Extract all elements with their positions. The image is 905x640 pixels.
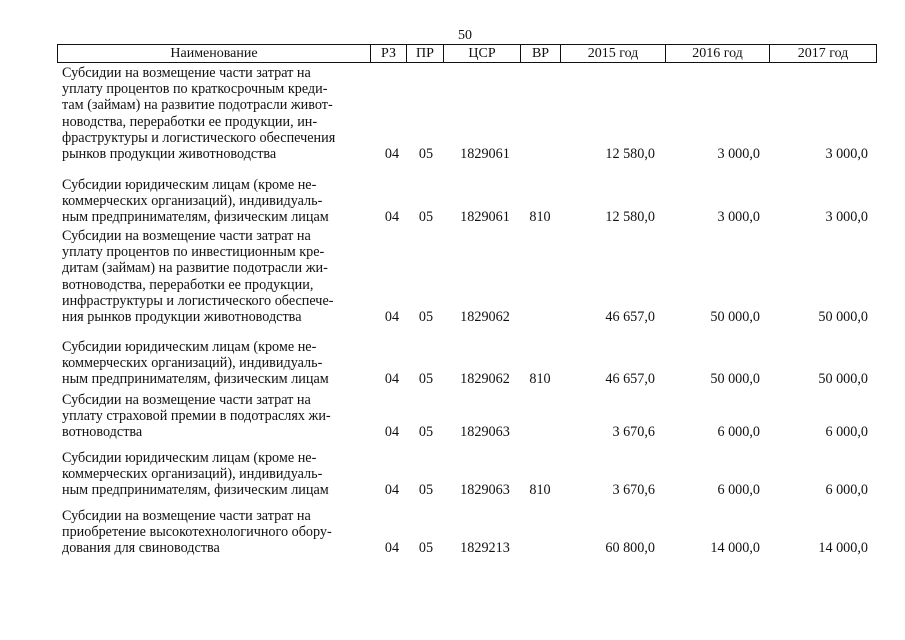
row-name-line: дитам (займам) на развитие подотрасли жи- <box>62 260 328 277</box>
cell-2017: 3 000,0 <box>825 146 868 162</box>
header-rz: РЗ <box>371 45 407 62</box>
cell-rz: 04 <box>384 309 400 325</box>
cell-vr: 810 <box>529 209 551 226</box>
row-name-line: новодства, переработки ее продукции, ин- <box>62 113 318 130</box>
cell-rz: 04 <box>384 371 400 388</box>
cell-2017: 14 000,0 <box>818 540 868 557</box>
cell-2017: 50 000,0 <box>818 371 868 388</box>
cell-pr: 05 <box>418 482 434 499</box>
row-name-line: там (займам) на развитие подотрасли живот- <box>62 97 333 114</box>
cell-2015: 3 670,6 <box>612 482 655 499</box>
cell-2016: 50 000,0 <box>710 309 760 325</box>
cell-rz: 04 <box>384 482 400 499</box>
row-name-line: инфраструктуры и логистического обеспече- <box>62 292 334 309</box>
row-name-line: уплату страховой премии в подотраслях жи- <box>62 408 331 425</box>
cell-2015: 12 580,0 <box>605 146 655 162</box>
row-name-line: Субсидии на возмещение части затрат на <box>62 392 311 408</box>
row-name <box>62 450 372 499</box>
row-name-line: фраструктуры и логистического обеспечения <box>62 129 336 146</box>
row-name <box>62 392 372 441</box>
cell-pr: 05 <box>418 371 434 388</box>
cell-pr: 05 <box>418 209 434 226</box>
header-2017: 2017 год <box>797 46 849 61</box>
header-name: Наименование <box>58 45 371 62</box>
page-number: 50 <box>458 28 472 43</box>
row-name-line: уплату процентов по краткосрочным креди- <box>62 81 328 98</box>
row-name-line: ным предпринимателям, физическим лицам <box>62 209 329 226</box>
cell-2015: 3 670,6 <box>612 424 655 441</box>
row-name <box>62 228 372 325</box>
cell-2017: 6 000,0 <box>825 424 868 441</box>
row-name-line: рынков продукции животноводства <box>62 146 277 163</box>
row-name-line: приобретение высокотехнологичного обору- <box>62 524 332 541</box>
cell-pr: 05 <box>418 540 434 557</box>
row-name-line: коммерческих организаций), индивидуаль- <box>62 193 323 210</box>
cell-2016: 3 000,0 <box>717 209 760 226</box>
cell-pr: 05 <box>418 309 434 325</box>
cell-csr: 1829062 <box>460 309 510 325</box>
cell-csr: 1829063 <box>460 482 510 499</box>
cell-pr: 05 <box>418 146 434 162</box>
row-name <box>62 177 372 226</box>
row-name-line: ным предпринимателям, физическим лицам <box>62 371 329 388</box>
row-name-line: ным предпринимателям, физическим лицам <box>62 482 329 499</box>
row-name-line: Субсидии юридическим лицам (кроме не- <box>62 177 317 193</box>
cell-csr: 1829213 <box>460 540 510 557</box>
cell-2016: 50 000,0 <box>710 371 760 388</box>
header-vr: ВР <box>521 45 561 62</box>
cell-2017: 50 000,0 <box>818 309 868 325</box>
row-name-line: Субсидии юридическим лицам (кроме не- <box>62 450 317 466</box>
cell-2015: 46 657,0 <box>605 309 655 325</box>
cell-2015: 46 657,0 <box>605 371 655 388</box>
cell-csr: 1829061 <box>460 209 510 226</box>
cell-csr: 1829061 <box>460 146 510 162</box>
row-name <box>62 65 372 162</box>
cell-2016: 6 000,0 <box>717 482 760 499</box>
table-header <box>57 44 877 63</box>
header-2016: 2016 год <box>666 45 770 62</box>
cell-rz: 04 <box>384 424 400 441</box>
row-name-line: уплату процентов по инвестиционным кре- <box>62 244 325 261</box>
row-name-line: Субсидии юридическим лицам (кроме не- <box>62 339 317 355</box>
row-name-line: вотноводства, переработки ее продукции, <box>62 276 314 293</box>
cell-rz: 04 <box>384 209 400 226</box>
row-name-line: Субсидии на возмещение части затрат на <box>62 508 311 524</box>
cell-2015: 60 800,0 <box>605 540 655 557</box>
row-name-line: ния рынков продукции животноводства <box>62 309 302 326</box>
cell-2016: 6 000,0 <box>717 424 760 441</box>
row-name-line: Субсидии на возмещение части затрат на <box>62 228 311 244</box>
cell-vr: 810 <box>529 371 551 388</box>
cell-pr: 05 <box>418 424 434 441</box>
row-name-line: дования для свиноводства <box>62 540 220 557</box>
row-name-line: вотноводства <box>62 424 143 441</box>
row-name-line: коммерческих организаций), индивидуаль- <box>62 466 323 483</box>
cell-2016: 3 000,0 <box>717 146 760 162</box>
row-name-line: Субсидии на возмещение части затрат на <box>62 65 311 81</box>
row-name <box>62 508 372 557</box>
cell-csr: 1829063 <box>460 424 510 441</box>
cell-rz: 04 <box>384 146 400 162</box>
row-name-line: коммерческих организаций), индивидуаль- <box>62 355 323 372</box>
cell-2016: 14 000,0 <box>710 540 760 557</box>
cell-2017: 6 000,0 <box>825 482 868 499</box>
header-pr: ПР <box>407 45 444 62</box>
cell-2017: 3 000,0 <box>825 209 868 226</box>
cell-rz: 04 <box>384 540 400 557</box>
header-2015: 2015 год <box>561 45 666 62</box>
cell-vr: 810 <box>529 482 551 499</box>
cell-csr: 1829062 <box>460 371 510 388</box>
cell-2015: 12 580,0 <box>605 209 655 226</box>
header-csr: ЦСР <box>444 45 521 62</box>
row-name <box>62 339 372 388</box>
